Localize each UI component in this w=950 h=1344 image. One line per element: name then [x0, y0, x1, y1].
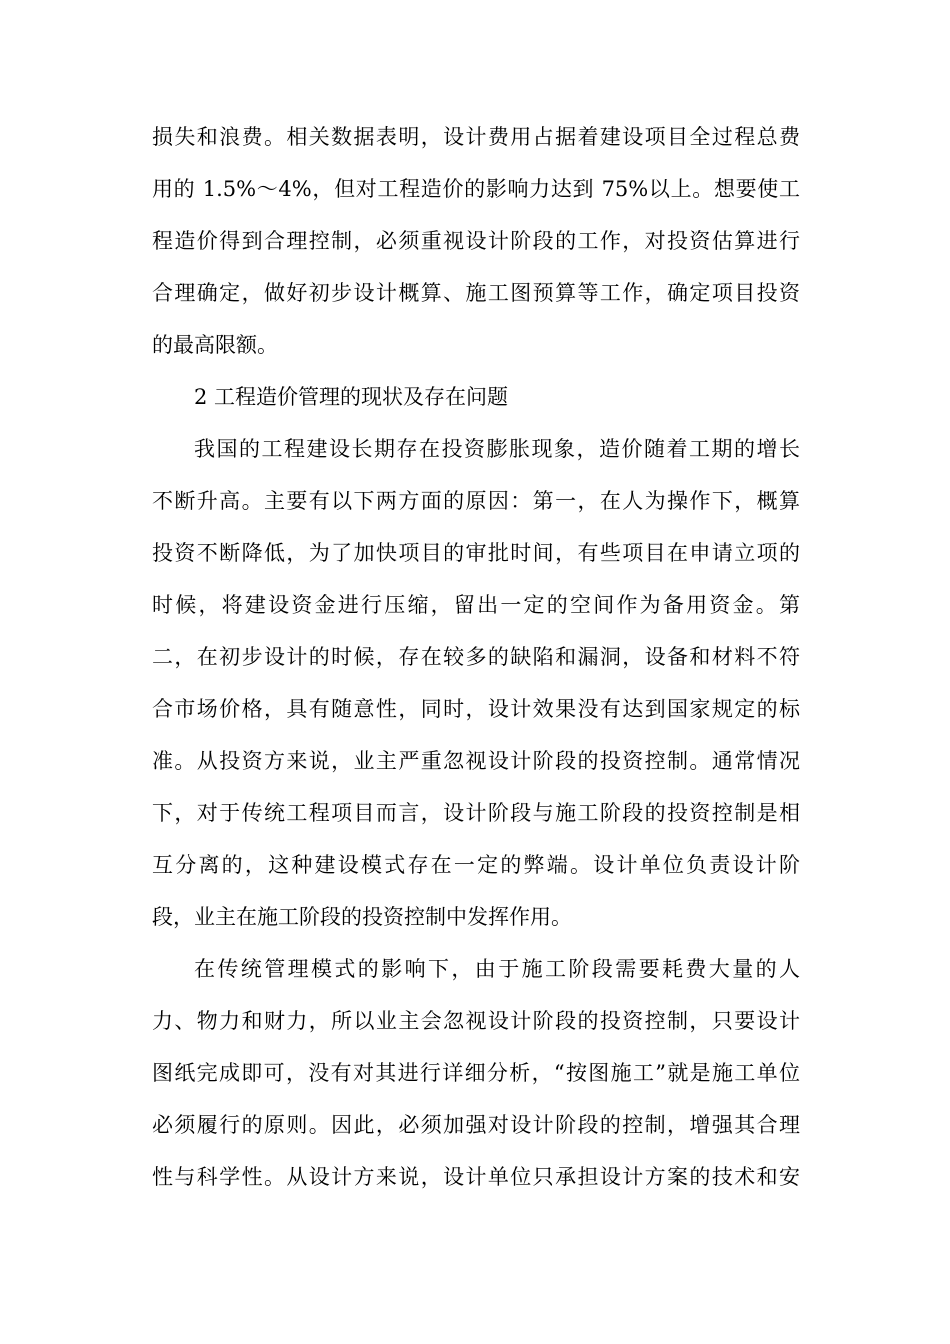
paragraph-line: 力、物力和财力，所以业主会忽视设计阶段的投资控制，只要设计 [152, 1009, 800, 1033]
paragraph-line: 互分离的，这种建设模式存在一定的弊端。设计单位负责设计阶 [152, 853, 800, 877]
paragraph-line: 我国的工程建设长期存在投资膨胀现象，造价随着工期的增长 [194, 437, 800, 461]
paragraph-line: 段，业主在施工阶段的投资控制中发挥作用。 [152, 905, 572, 929]
paragraph-line: 图纸完成即可，没有对其进行详细分析，“按图施工”就是施工单位 [152, 1061, 800, 1085]
paragraph-line: 必须履行的原则。因此，必须加强对设计阶段的控制，增强其合理 [152, 1113, 800, 1137]
paragraph-1 [152, 111, 800, 371]
paragraph-line: 用的 1.5%～4%，但对工程造价的影响力达到 75%以上。想要使工 [152, 177, 800, 201]
paragraph-line: 性与科学性。从设计方来说，设计单位只承担设计方案的技术和安 [152, 1165, 800, 1189]
paragraph-line: 合理确定，做好初步设计概算、施工图预算等工作，确定项目投资 [152, 281, 800, 305]
paragraph-3 [152, 943, 800, 1203]
paragraph-line: 二，在初步设计的时候，存在较多的缺陷和漏洞，设备和材料不符 [152, 645, 800, 669]
paragraph-line: 程造价得到合理控制，必须重视设计阶段的工作，对投资估算进行 [152, 229, 800, 253]
section-heading-text: 2 工程造价管理的现状及存在问题 [194, 385, 509, 409]
paragraph-line: 在传统管理模式的影响下，由于施工阶段需要耗费大量的人 [194, 957, 800, 981]
paragraph-line: 不断升高。主要有以下两方面的原因：第一，在人为操作下，概算 [152, 489, 800, 513]
paragraph-line: 投资不断降低，为了加快项目的审批时间，有些项目在申请立项的 [152, 541, 800, 565]
paragraph-line: 的最高限额。 [152, 333, 278, 357]
paragraph-line: 时候，将建设资金进行压缩，留出一定的空间作为备用资金。第 [152, 593, 800, 617]
section-heading [152, 371, 800, 423]
paragraph-line: 合市场价格，具有随意性，同时，设计效果没有达到国家规定的标 [152, 697, 800, 721]
paragraph-2 [152, 423, 800, 943]
paragraph-line: 准。从投资方来说，业主严重忽视设计阶段的投资控制。通常情况 [152, 749, 800, 773]
paragraph-line: 下，对于传统工程项目而言，设计阶段与施工阶段的投资控制是相 [152, 801, 800, 825]
paragraph-line: 损失和浪费。相关数据表明，设计费用占据着建设项目全过程总费 [152, 125, 800, 149]
